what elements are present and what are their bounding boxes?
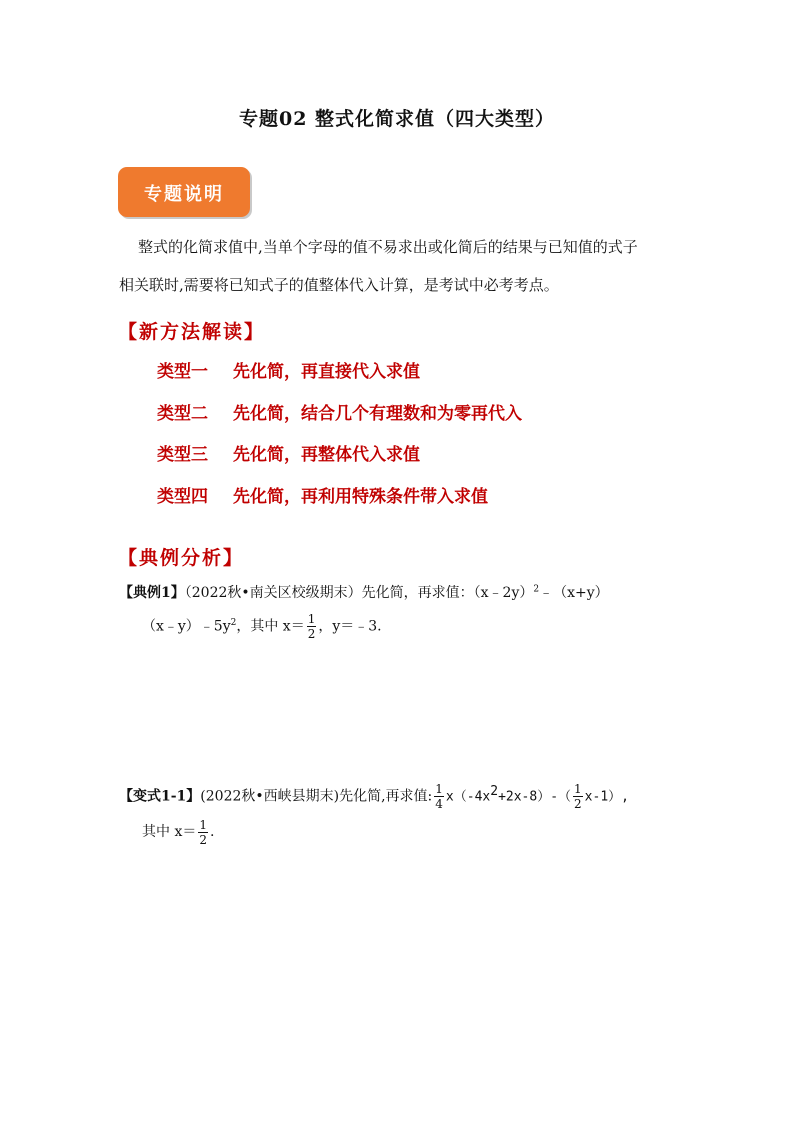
example-1-expr-b: ﹣（x+y） [539, 585, 609, 601]
fraction-denominator: 2 [307, 627, 316, 642]
example-1-source: （2022秋•南关区校级期末）先化简，再求值： [184, 585, 474, 601]
type-item-4 [157, 482, 488, 507]
fraction-numerator: 1 [435, 782, 443, 797]
variant-1-exp-1: 2 [490, 784, 499, 799]
example-1-line2-b: ，其中 x＝ [236, 618, 305, 635]
variant-1-line2-b: . [210, 824, 215, 840]
variant-1-expr-1: x（-4x [445, 789, 491, 805]
variant-1-line-2 [142, 816, 214, 848]
variant-1-line-1 [119, 776, 629, 814]
type-item-1 [157, 357, 420, 382]
example-1-line-1 [119, 582, 609, 602]
example-1-line2-a: （x﹣y）﹣5y [142, 618, 231, 635]
fraction-denominator: 2 [199, 832, 207, 847]
type-label: 类型二 [157, 404, 208, 424]
variant-1-source: (2022秋•西峡县期末)先化简,再求值: [200, 788, 433, 805]
variant-1-line2-a: 其中 x＝ [142, 824, 197, 840]
intro-line-2: 相关联时,需要将已知式子的值整体代入计算，是考试中必考考点。 [119, 276, 559, 294]
variant-1-label: 【变式1-1】 [119, 788, 201, 805]
fraction-denominator: 4 [435, 797, 443, 812]
example-1-exp-a: 2 [533, 584, 540, 595]
fraction-numerator: 1 [307, 612, 316, 627]
topic-badge-label: 专题说明 [144, 184, 224, 205]
type-text: 先化简，再整体代入求值 [233, 445, 420, 465]
method-heading: 【新方法解读】 [118, 321, 266, 343]
variant-1-expr-2: +2x-8）-（ [498, 789, 572, 805]
example-1-line2-c: ，y＝﹣3. [318, 618, 382, 635]
fraction-denominator: 2 [574, 797, 582, 812]
example-1-exp-b: 2 [230, 618, 237, 628]
type-label: 类型四 [157, 487, 208, 507]
variant-1-fraction-2 [573, 782, 583, 811]
variant-1-fraction-1 [434, 782, 444, 811]
example-1-expr-a: （x﹣2y） [473, 585, 534, 601]
page-title: 专题02 整式化简求值（四大类型） [238, 108, 556, 130]
type-text: 先化简，再利用特殊条件带入求值 [233, 487, 488, 507]
intro-line-1: 整式的化简求值中,当单个字母的值不易求出或化简后的结果与已知值的式子 [138, 238, 638, 256]
example-heading: 【典例分析】 [118, 547, 245, 569]
type-item-2 [157, 399, 522, 424]
type-label: 类型三 [157, 445, 208, 465]
example-1-line-2 [142, 608, 382, 642]
type-label: 类型一 [157, 362, 208, 382]
fraction-numerator: 1 [574, 782, 582, 797]
topic-badge [118, 167, 250, 217]
type-text: 先化简，再直接代入求值 [233, 362, 420, 382]
type-item-3 [157, 440, 420, 465]
variant-1-fraction-3 [198, 818, 208, 847]
example-1-fraction [307, 612, 317, 641]
fraction-numerator: 1 [199, 817, 207, 832]
variant-1-expr-3: x-1）, [584, 789, 629, 805]
type-text: 先化简，结合几个有理数和为零再代入 [233, 404, 522, 424]
example-1-label: 【典例1】 [119, 585, 185, 601]
